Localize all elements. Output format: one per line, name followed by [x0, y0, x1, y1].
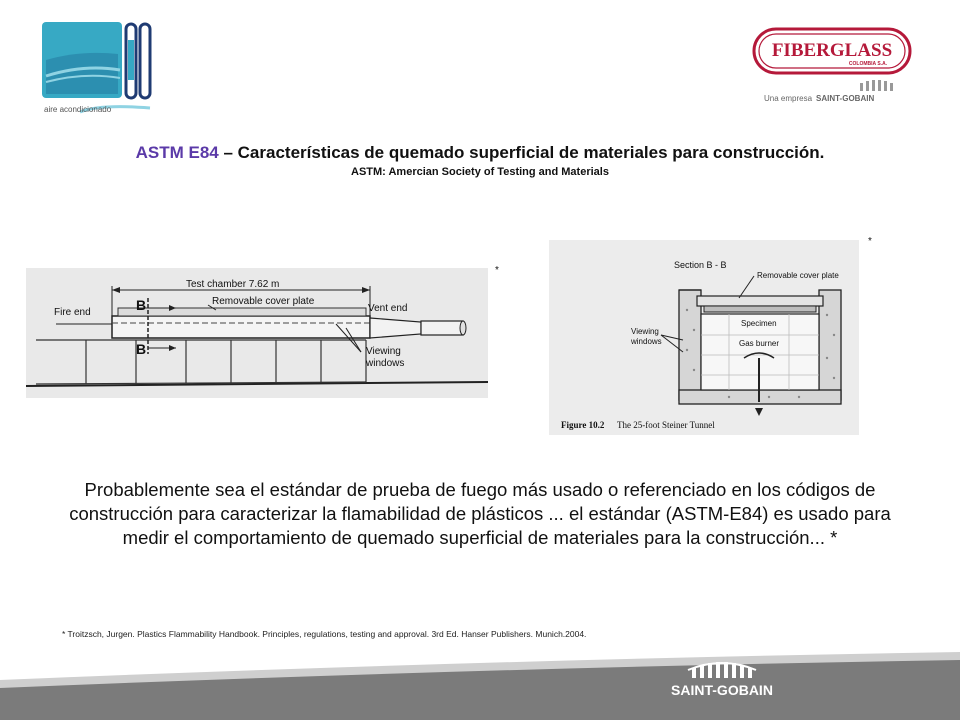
title-rest: – Características de quemado superficial de materiales para construcción.: [218, 143, 825, 162]
saint-gobain-logo: [660, 658, 785, 700]
label-removable-cover-plate: Removable cover plate: [212, 296, 315, 307]
label-specimen: Specimen: [741, 319, 777, 328]
figure-left-asterisk: *: [495, 265, 499, 276]
label-viewing: Viewing: [366, 346, 401, 357]
saint-gobain-wordmark: SAINT-GOBAIN: [671, 682, 773, 698]
label-viewing: Viewing: [631, 327, 659, 336]
tunnel-cross-section-figure: [549, 240, 859, 435]
tagline-prefix: Una empresa: [764, 94, 813, 103]
figure-right-asterisk: *: [868, 236, 872, 247]
section-b-bottom: B: [136, 341, 147, 357]
tagline-brand: SAINT-GOBAIN: [816, 94, 875, 103]
page-title: [0, 143, 960, 163]
logo-caption: aire acondicionado: [44, 105, 112, 114]
label-vent-end: Vent end: [368, 303, 408, 314]
label-removable-cover-plate: Removable cover plate: [757, 271, 839, 280]
footer-band: [0, 650, 960, 720]
body-paragraph: Probablemente sea el estándar de prueba de fuego más usado o referenciado en los códigos de construcción para caracterizar la flamabilidad de plásticos ... el estándar (ASTM-E84) es usado para medir el comportamiento de quemado superficial de materiales para la construcción... *: [69, 479, 891, 548]
label-test-chamber: Test chamber 7.62 m: [186, 279, 280, 290]
figure-caption-prefix: Figure 10.2: [561, 420, 605, 430]
fiberglass-sub: COLOMBIA S.A.: [848, 61, 888, 67]
label-section-bb: Section B - B: [674, 260, 727, 270]
page-subtitle: ASTM: Amercian Society of Testing and Materials: [351, 166, 609, 178]
figure-caption-text: The 25-foot Steiner Tunnel: [617, 420, 715, 430]
title-accent: ASTM E84: [135, 143, 219, 162]
tunnel-side-view-figure: [26, 268, 488, 398]
label-windows: windows: [631, 337, 662, 346]
reference-note: * Troitzsch, Jurgen. Plastics Flammability Handbook. Principles, regulations, testing and approval. 3rd Ed. Hanser Publishers. Munich.2004.: [62, 629, 587, 639]
fiberglass-brand: FIBERGLASS: [771, 40, 893, 61]
fiberglass-logo: [750, 25, 915, 110]
label-gas-burner: Gas burner: [739, 339, 780, 348]
section-b-top: B: [136, 297, 147, 313]
label-windows: windows: [366, 358, 405, 369]
label-fire-end: Fire end: [54, 307, 91, 318]
